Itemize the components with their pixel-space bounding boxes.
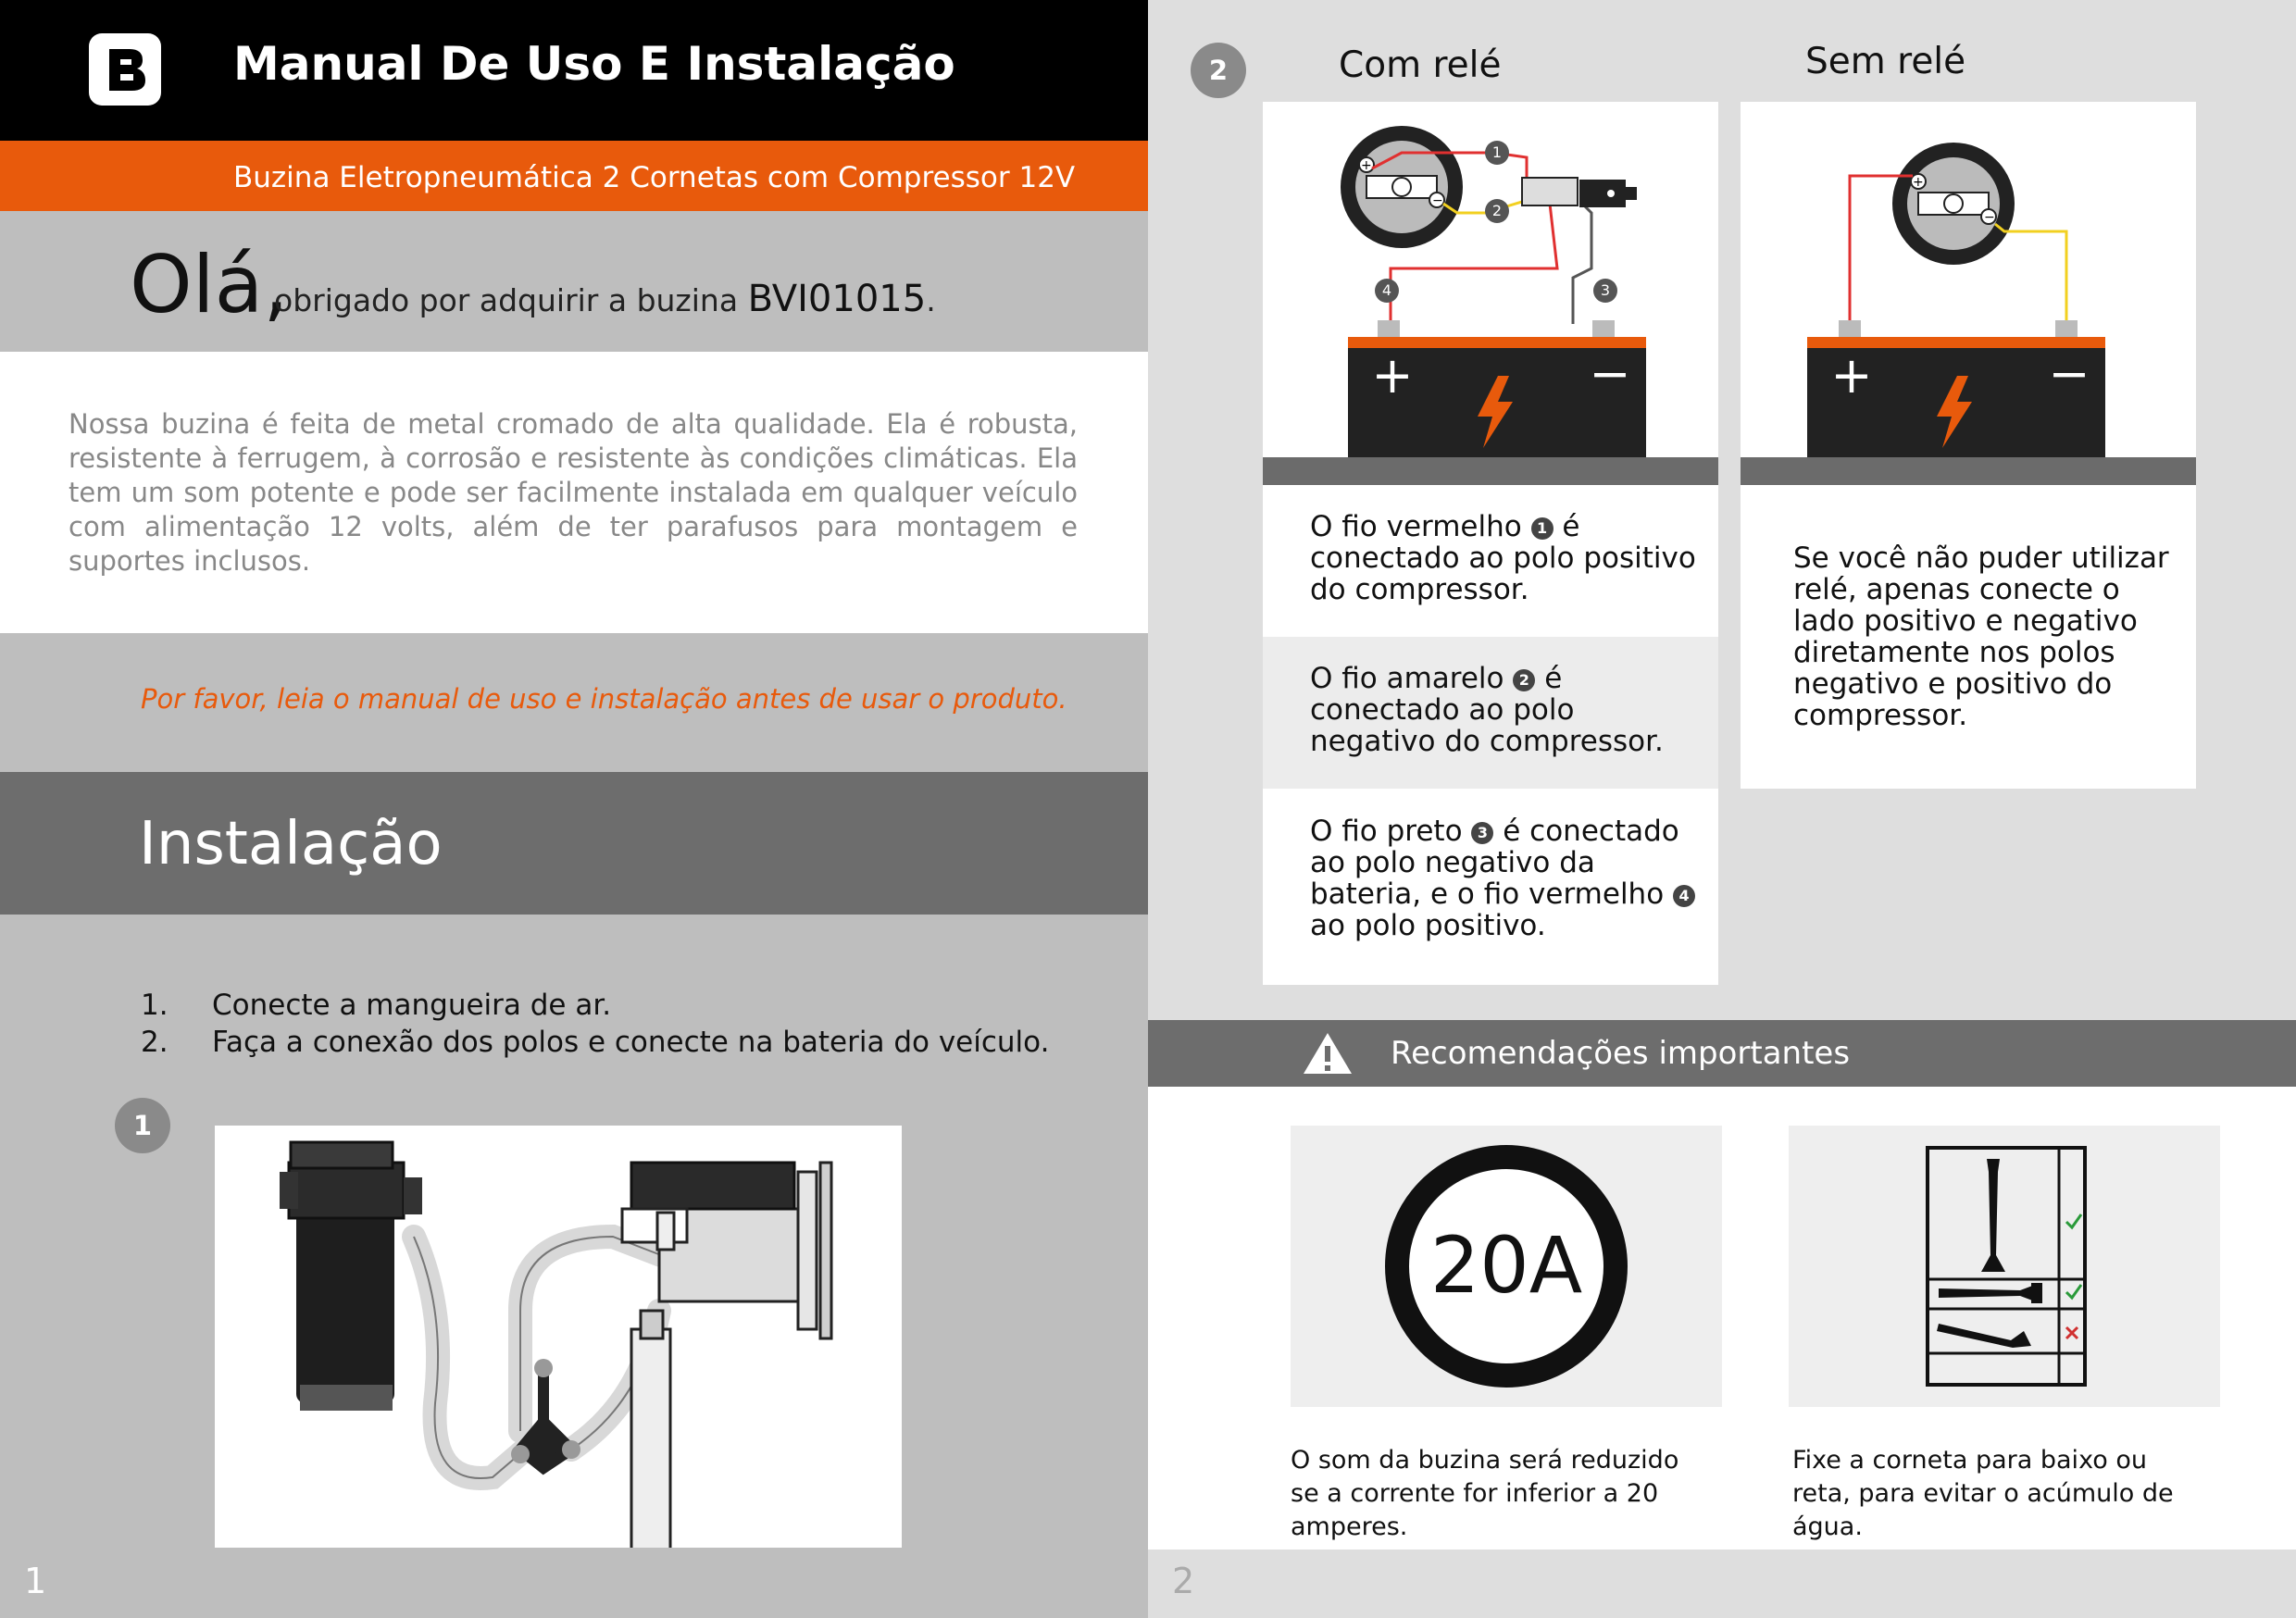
svg-text:−: − bbox=[1432, 193, 1443, 208]
desc-text: O fio vermelho bbox=[1310, 510, 1531, 543]
without-relay-heading: Sem relé bbox=[1805, 41, 1966, 82]
desc-text: é conectado ao polo negativo da bateria, e o fio vermelho bbox=[1310, 815, 1679, 911]
step-badge-2: 2 bbox=[1191, 43, 1246, 98]
horn-orientation-drawing bbox=[1789, 1126, 2220, 1407]
yellow-wire-description bbox=[1310, 663, 1699, 757]
ground-strip bbox=[1263, 457, 1718, 485]
current-recommendation: O som da buzina será reduzido se a corrente for inferior a 20 amperes. bbox=[1291, 1446, 1679, 1541]
step-item bbox=[141, 1024, 1049, 1061]
greeting-text-after: . bbox=[926, 282, 936, 318]
desc-text: ao polo positivo. bbox=[1310, 909, 1546, 942]
relay-wiring-drawing bbox=[1263, 102, 1718, 485]
model-code: BVI01015 bbox=[747, 278, 927, 320]
intro-paragraph: Nossa buzina é feita de metal cromado de alta qualidade. Ela é robusta, resistente à ferrugem, à corrosão e resistente às condições climáticas. Ela tem um som potente e pode ser facilmente instalada em qualquer veículo com alimentação 12 volts, além de ter parafusos para montagem e suportes inclusos. bbox=[69, 408, 1078, 577]
product-subtitle: Buzina Eletropneumática 2 Cornetas com Compressor 12V bbox=[233, 161, 1076, 194]
compressor-hose-drawing bbox=[215, 1126, 902, 1548]
svg-text:+: + bbox=[1361, 158, 1372, 173]
wire-label-3: 3 bbox=[1600, 281, 1611, 299]
fuse-circle-drawing bbox=[1291, 1126, 1722, 1407]
desc-text: O fio amarelo bbox=[1310, 662, 1514, 695]
check-icon bbox=[2066, 1285, 2081, 1298]
battery-minus: − bbox=[1589, 344, 1631, 403]
horn-orientation-illustration bbox=[1789, 1126, 2220, 1407]
black-wire-description bbox=[1310, 815, 1699, 941]
desc-text: é conectado ao polo positivo do compressor. bbox=[1310, 510, 1696, 606]
brand-logo-icon bbox=[89, 33, 161, 106]
read-manual-notice: Por favor, leia o manual de uso e instalação antes de usar o produto. bbox=[141, 683, 1067, 715]
step-number: 1. bbox=[141, 989, 168, 1022]
step-text: Faça a conexão dos polos e conecte na bateria do veículo. bbox=[212, 1026, 1050, 1059]
mounting-recommendation: Fixe a corneta para baixo ou reta, para evitar o acúmulo de água. bbox=[1792, 1446, 2174, 1541]
wiring-diagram-without-relay bbox=[1741, 102, 2196, 485]
step-text: Conecte a mangueira de ar. bbox=[212, 989, 612, 1022]
ground-strip bbox=[1741, 457, 2196, 485]
svg-text:+: + bbox=[1913, 175, 1924, 190]
page-number-right: 2 bbox=[1172, 1561, 1195, 1601]
step-item bbox=[141, 987, 1049, 1024]
with-relay-heading: Com relé bbox=[1339, 44, 1502, 86]
step-badge-1: 1 bbox=[115, 1098, 170, 1153]
installation-steps bbox=[141, 987, 1049, 1061]
warning-icon bbox=[1302, 1031, 1354, 1076]
wiring-diagram-with-relay bbox=[1263, 102, 1718, 485]
installation-title: Instalação bbox=[139, 810, 443, 878]
wire-number-badge: 1 bbox=[1531, 517, 1554, 540]
step-number: 2. bbox=[141, 1026, 168, 1059]
wire-label-4: 4 bbox=[1381, 281, 1392, 299]
fuse-label: 20A bbox=[1429, 1220, 1583, 1311]
battery-plus: + bbox=[1371, 346, 1414, 404]
desc-text: é conectado ao polo negativo do compressor. bbox=[1310, 662, 1664, 758]
greeting-ola: Olá, bbox=[130, 239, 289, 331]
page-number-left: 1 bbox=[24, 1561, 47, 1601]
manual-title: Manual De Uso E Instalação bbox=[233, 37, 955, 91]
cross-icon bbox=[2066, 1327, 2078, 1338]
compressor-illustration bbox=[215, 1126, 902, 1548]
no-relay-description: Se você não puder utilizar relé, apenas conecte o lado positivo e negativo diretamente nos polos negativo e positivo do compressor. bbox=[1793, 541, 2169, 732]
wire-number-badge: 3 bbox=[1471, 822, 1493, 844]
direct-wiring-drawing bbox=[1741, 102, 2196, 485]
wire-number-badge: 2 bbox=[1513, 669, 1535, 691]
wire-number-badge: 4 bbox=[1673, 885, 1695, 907]
svg-text:−: − bbox=[1984, 210, 1995, 225]
desc-text: O fio preto bbox=[1310, 815, 1472, 848]
greeting-text-before: obrigado por adquirir a buzina bbox=[274, 282, 748, 318]
battery-plus: + bbox=[1830, 346, 1873, 404]
recommendations-title: Recomendações importantes bbox=[1391, 1035, 1851, 1072]
battery-minus: − bbox=[2048, 344, 2090, 403]
fuse-20a-illustration bbox=[1291, 1126, 1722, 1407]
greeting-text bbox=[274, 278, 936, 320]
check-icon bbox=[2066, 1214, 2081, 1227]
wire-label-2: 2 bbox=[1491, 202, 1503, 219]
wire-label-1: 1 bbox=[1491, 143, 1503, 161]
red-wire-description bbox=[1310, 511, 1699, 605]
